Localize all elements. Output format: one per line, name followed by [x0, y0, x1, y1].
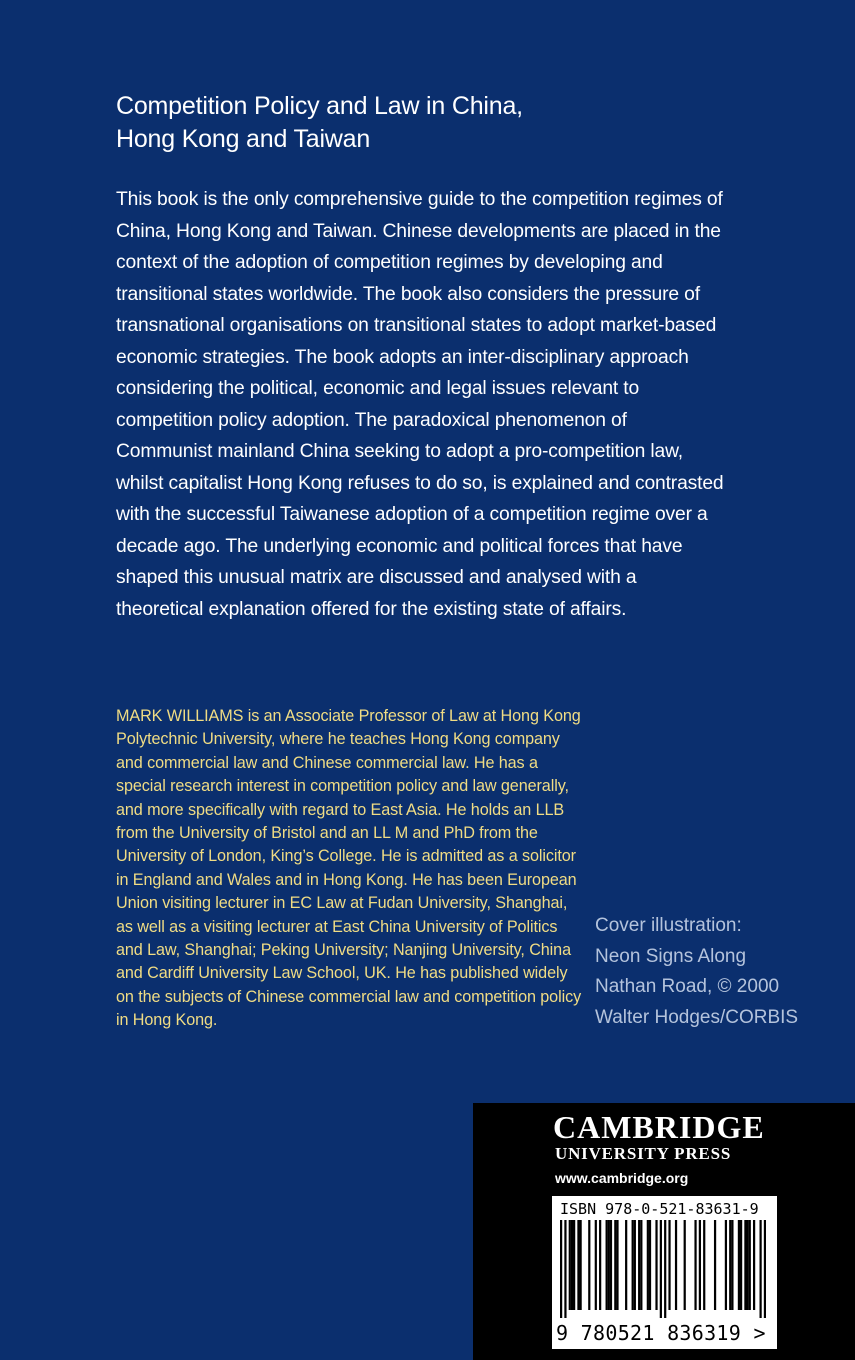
barcode-bar — [632, 1220, 634, 1310]
book-title-line-1: Competition Policy and Law in China, — [116, 92, 523, 120]
barcode-bar — [649, 1220, 651, 1310]
book-title — [116, 90, 736, 156]
barcode-bar — [664, 1220, 666, 1318]
cover-illustration-credit — [595, 911, 845, 1033]
barcode-bar — [564, 1220, 566, 1318]
barcode-bar — [764, 1220, 766, 1318]
barcode-bar — [744, 1220, 746, 1310]
barcode-bar — [634, 1220, 636, 1310]
barcode-bar — [608, 1220, 610, 1310]
barcode-bar — [610, 1220, 612, 1310]
barcode-digits: 9 780521 836319 > — [556, 1321, 766, 1345]
barcode-bar — [759, 1220, 761, 1318]
barcode-bar — [571, 1220, 573, 1310]
author-bio: MARK WILLIAMS is an Associate Professor of Law at Hong Kong Polytechnic University, where he teaches Hong Kong company and commercial law and Chinese commercial law. He has a special research interest in competition policy and law generally, and more specifically with regard to East Asia. He holds an LLB from the University of Bristol and an LL M and PhD from the University of London, King’s College. He is admitted as a solicitor in England and Wales and in Hong Kong. He has been European Union visiting lecturer in EC Law at Fudan University, Shanghai, as well as a visiting lecturer at East China University of Politics and Law, Shanghai; Peking University; Nanjing University, China and Cardiff University Law School, UK. He has published widely on the subjects of Chinese commercial law and competition policy in Hong Kong. — [116, 707, 582, 1030]
cover-credit-line-3: Nathan Road, © 2000 — [595, 976, 780, 997]
book-title-line-2: Hong Kong and Taiwan — [116, 125, 371, 153]
barcode-bar — [625, 1220, 627, 1310]
barcode-bar — [725, 1220, 727, 1310]
barcode-bar — [595, 1220, 597, 1310]
barcode-panel — [552, 1196, 777, 1349]
barcode-bar — [588, 1220, 590, 1310]
publisher-url: www.cambridge.org — [555, 1170, 689, 1186]
isbn-barcode — [560, 1220, 766, 1318]
barcode-bar — [668, 1220, 670, 1310]
cover-credit-line-1: Cover illustration: — [595, 915, 742, 936]
barcode-bar — [660, 1220, 662, 1318]
publisher-box — [473, 1103, 855, 1360]
barcode-bar — [738, 1220, 740, 1310]
barcode-bar — [647, 1220, 649, 1310]
barcode-bar — [580, 1220, 582, 1310]
barcode-bar — [703, 1220, 705, 1310]
cover-credit-line-2: Neon Signs Along — [595, 945, 747, 967]
barcode-bar — [740, 1220, 742, 1310]
barcode-bar — [714, 1220, 716, 1310]
barcode-bar — [606, 1220, 608, 1310]
isbn-label: ISBN 978-0-521-83631-9 — [560, 1200, 759, 1218]
barcode-bar — [638, 1220, 640, 1310]
barcode-bar — [577, 1220, 579, 1310]
barcode-bar — [684, 1220, 686, 1310]
barcode-bar — [753, 1220, 755, 1310]
barcode-bar — [616, 1220, 618, 1310]
barcode-bar — [694, 1220, 696, 1310]
barcode-bar — [640, 1220, 642, 1310]
publisher-logo: CAMBRIDGE — [553, 1109, 765, 1145]
barcode-bar — [699, 1220, 701, 1310]
barcode-bar — [573, 1220, 575, 1310]
barcode-bar — [655, 1220, 657, 1310]
barcode-bar — [746, 1220, 748, 1310]
cover-credit-line-4: Walter Hodges/CORBIS — [595, 1006, 799, 1028]
publisher-subtitle: UNIVERSITY PRESS — [555, 1144, 732, 1163]
barcode-bar — [560, 1220, 562, 1318]
barcode-bar — [675, 1220, 677, 1310]
barcode-bar — [731, 1220, 733, 1310]
barcode-bar — [749, 1220, 751, 1310]
book-description: This book is the only comprehensive guide to the competition regimes of China, Hong Kong and Taiwan. Chinese developments are placed in the context of the adoption of competition regimes by developing and transitional states worldwide. The book also considers the pressure of transnational organisations on transitional states to adopt market-based economic strategies. The book adopts an inter-disciplinary approach considering the political, economic and legal issues relevant to competition policy adoption. The paradoxical phenomenon of Communist mainland China seeking to adopt a pro-competition law, whilst capitalist Hong Kong refuses to do so, is explained and contrasted with the successful Taiwanese adoption of a competition regime over a decade ago. The underlying economic and political forces that have shaped this unusual matrix are discussed and analysed with a theoretical explanation offered for the existing state of affairs. — [116, 189, 724, 620]
barcode-bar — [614, 1220, 616, 1310]
barcode-bar — [569, 1220, 571, 1310]
barcode-bar — [599, 1220, 601, 1310]
barcode-bar — [729, 1220, 731, 1310]
